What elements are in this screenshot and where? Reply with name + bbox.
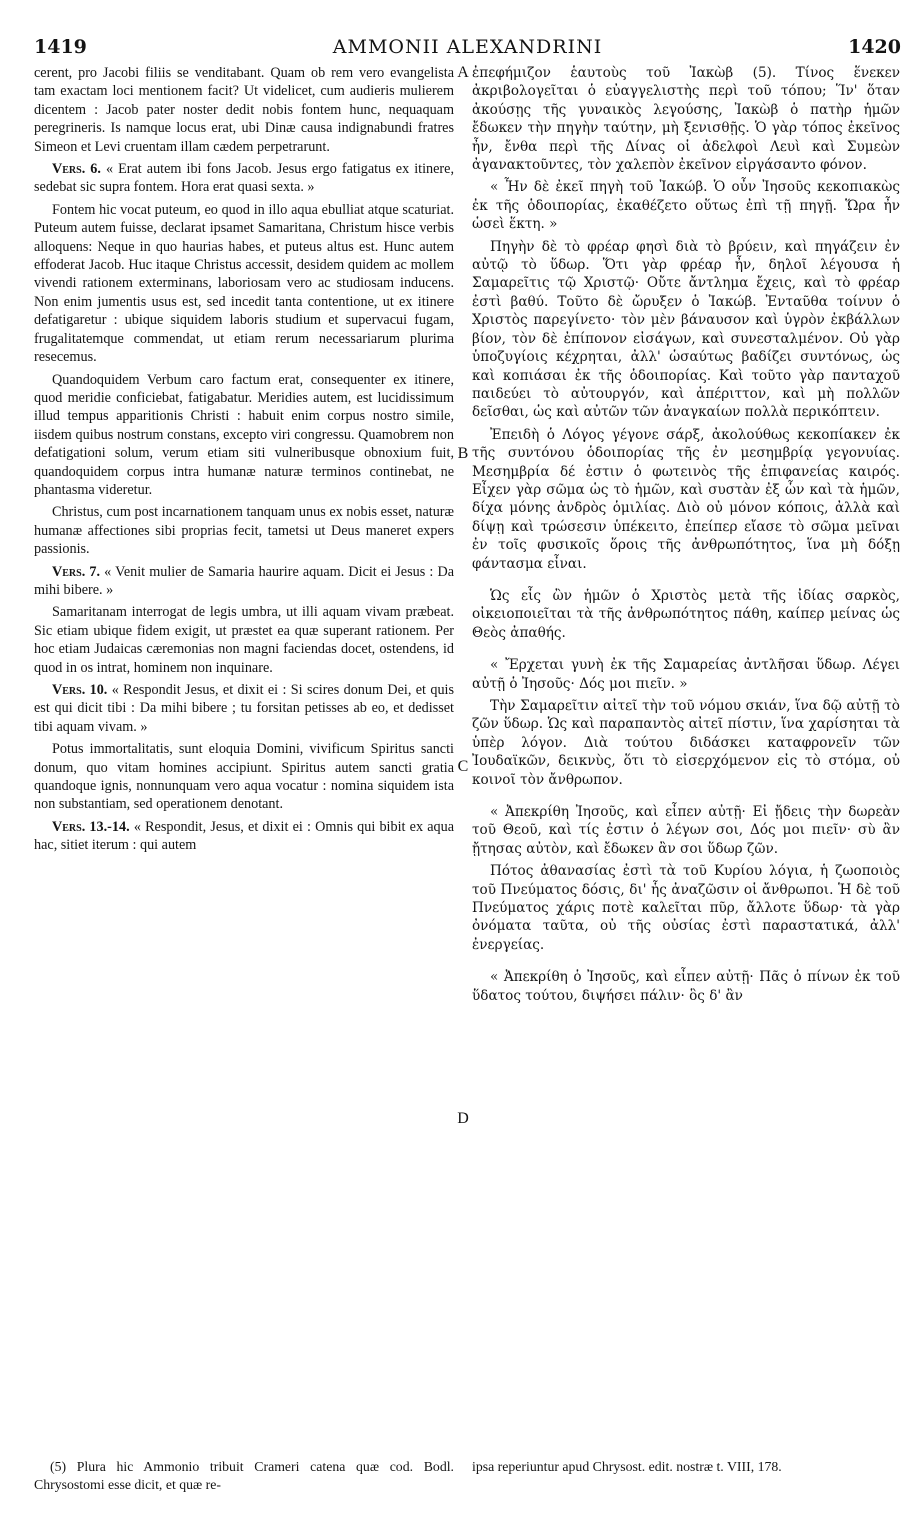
latin-verse	[34, 563, 454, 600]
running-title: AMMONII ALEXANDRINI	[332, 36, 603, 58]
latin-paragraph	[34, 503, 454, 558]
verse-label: Vers. 7.	[52, 563, 101, 580]
greek-verse-quote	[472, 803, 900, 858]
paragraph-text: Fontem hic vocat puteum, eo quod in illo aqua ebulliat atque scaturiat. Puteum autem fuisse, declarat ipsamet Samaritana, Christum hisce verbis alloquens: Neque in quo haurias habes, et puteus altus est. Hunc autem effoderat Jacob. Huc itaque Christus accessit, desidem quidem ac mollem vivendi rationem exterminans, laboriosam vero ac studiosam inducens. Non enim jumentis usus est, sed incedit tanta contentione, ut ex itinere defatigaretur : ubique siquidem laboris studium et supervacui fugam, frugalitatemque commendat, ut etiam rerum necessariarum plurima resecemus.	[34, 201, 454, 366]
greek-paragraph-continued	[472, 64, 900, 174]
paragraph-text: « Ἀπεκρίθη ὁ Ἰησοῦς, καὶ εἶπεν αὐτῇ· Πᾶς ὁ πίνων ἐκ τοῦ ὕδατος τούτου, διψήσει πάλιν· ὃς δ' ἂν	[472, 969, 900, 1004]
verse-label: Vers. 6.	[52, 161, 101, 178]
paragraph-text: Ἐπειδὴ ὁ Λόγος γέγονε σάρξ, ἀκολούθως κεκοπίακεν ἐκ τῆς συντόνου ὁδοιπορίας τῆς ἐν μεσημβρίᾳ γεγονυίας. Μεσημβρία δέ ἐστιν ὁ φωτεινὸς τῆς ἐπιφανείας καιρός. Εἶχεν γὰρ σῶμα ὡς τὸ ἡμῶν, καὶ συστὰν ἐξ ὧν καὶ τὰ ἡμῶν, δίχα μόνης ἀνδρὸς ὁμιλίας. Διὸ οὐ μόνον κόποις, ἀλλὰ καὶ δίψῃ καὶ τρώσεσιν ὑπέκειτο, ἐπείπερ εἴασε τὸ σῶμα μεῖναι ἐν τοῖς φυσικοῖς ὅροις τῆς ἀνθρωπότητος, ἵνα μὴ δόξῃ φάντασμα εἶναι.	[472, 426, 900, 572]
margin-marker-c: C	[457, 758, 469, 775]
paragraph-text: Christus, cum post incarnationem tanquam unus ex nobis esset, naturæ humanæ affectiones sibi proprias fecit, tametsi ut Deus maneret expers passionis.	[34, 504, 454, 558]
page-number-right: 1420	[848, 36, 901, 58]
latin-column	[34, 64, 454, 1450]
paragraph-text: « Ἦν δὲ ἐκεῖ πηγὴ τοῦ Ἰακώβ. Ὁ οὖν Ἰησοῦς κεκοπιακὼς ἐκ τῆς ὁδοιπορίας, ἐκαθέζετο οὕτως ἐπὶ τῇ πηγῇ. Ὥρα ἦν ὡσεὶ ἕκτη. »	[472, 179, 900, 233]
paragraph-text: ἐπεφήμιζον ἑαυτοὺς τοῦ Ἰακὼβ (5). Τίνος ἕνεκεν ἀκριβολογεῖται ὁ εὐαγγελιστὴς περὶ τοῦ τόπου; Ἵν' ὅταν ἀκούσῃς τῆς γυναικὸς λεγούσης, Ἰακὼβ ὁ πατὴρ ἡμῶν ἔδωκεν τὴν πηγὴν ταύτην, μὴ ξενισθῇς. Ὁ γὰρ τόπος ἐκεῖνος ἦν, ἔνθα περὶ τῆς Δίνας οἱ ἀδελφοὶ Λευὶ καὶ Συμεὼν ἀγανακτοῦντες, τὸν χαλεπὸν ἐκεῖνον εἰργάσαντο φόνον.	[472, 65, 900, 174]
footnotes	[34, 1458, 901, 1518]
margin-marker-d: D	[457, 1110, 469, 1127]
latin-verse	[34, 818, 454, 855]
page-number-left: 1419	[34, 36, 87, 58]
page-header	[34, 36, 901, 66]
latin-paragraph	[34, 603, 454, 677]
paragraph-text: Ὡς εἷς ὢν ἡμῶν ὁ Χριστὸς μετὰ τῆς ἰδίας σαρκὸς, οἰκειοποιεῖται τὰ τῆς ἀνθρωπότητος πάθη, καίπερ μείνας ὡς Θεὸς ἀπαθής.	[472, 587, 900, 641]
greek-paragraph	[472, 862, 900, 954]
verse-label: Vers. 10.	[52, 682, 108, 698]
paragraph-text: « Ἔρχεται γυνὴ ἐκ τῆς Σαμαρείας ἀντλῆσαι ὕδωρ. Λέγει αὐτῇ ὁ Ἰησοῦς· Δός μοι πιεῖν. »	[472, 657, 900, 692]
greek-paragraph	[472, 587, 900, 642]
paragraph-text: Samaritanam interrogat de legis umbra, ut illi aquam vivam præbeat. Sic etiam ubique fidem exigit, ut præstet ea quæ superant rationem. Per hoc etiam Judaicas cæremonias non magni faciendas docet, ostendens, id quod in os intrat, hominem non inquinare.	[34, 604, 454, 676]
greek-paragraph	[472, 426, 900, 573]
greek-verse-quote	[472, 968, 900, 1005]
greek-paragraph	[472, 238, 900, 422]
paragraph-text: « Respondit, Jesus, et dixit ei : Omnis qui bibit ex aqua hac, sitiet iterum : qui autem	[34, 818, 454, 854]
paragraph-text: Πότος ἀθανασίας ἐστὶ τὰ τοῦ Κυρίου λόγια, ἡ ζωοποιὸς τοῦ Πνεύματος δόσις, δι' ἧς ἀναζῶσιν οἱ ἄνθρωποι. Ἡ δὲ τοῦ Πνεύματος χάρις ποτὲ καλεῖται πῦρ, ἄλλοτε ὕδωρ· τὰ γὰρ ὀνόματα ταῦτα, οὐ τῆς οὐσίας ἐστὶ παραστατικά, ἀλλ' ἐνεργείας.	[472, 863, 900, 953]
paragraph-text: cerent, pro Jacobi filiis se venditabant. Quam ob rem vero evangelista tam exactam loci mentionem facit? Ut videlicet, cum audieris mulierem dicentem : Jacob pater noster dedit nobis fontem hunc, nequaquam peregrineris. Is namque locus erat, ubi Dinæ causa indignabundi fratres Simeon et Levi cruentam illam cædem perpetrarunt.	[34, 65, 454, 155]
paragraph-text: Quandoquidem Verbum caro factum erat, consequenter ex itinere, quod meridie conficiebat, fatigabatur. Meridies autem, est lucidissimum illud tempus apparitionis Christi : habuit enim corpus nostro simile, iisdem quibus nostrum constans, excepto viri congressu. Quamobrem non defatigationi solum, verum etiam siti vulneribusque obnoxium fuit, quandoquidem corpus intra humanæ naturæ terminos continebat, ne phantasma videretur.	[34, 371, 454, 498]
latin-paragraph-continued	[34, 64, 454, 156]
paragraph-text: « Erat autem ibi fons Jacob. Jesus ergo fatigatus ex itinere, sedebat sic supra fontem. Hora erat quasi sexta. »	[34, 161, 454, 196]
margin-marker-a: A	[457, 64, 469, 81]
verse-label: Vers. 13.-14.	[52, 818, 130, 835]
greek-verse-quote	[472, 178, 900, 233]
paragraph-text: Potus immortalitatis, sunt eloquia Domini, vivificum Spiritus sancti donum, quo vitam homines accipiunt. Spiritus autem sancti gratia quandoque ignis, nonnunquam vero aqua vocatur : nomina siquidem ista non substantiam, sed operationem denotant.	[34, 741, 454, 813]
margin-marker-b: B	[457, 445, 469, 462]
latin-verse	[34, 681, 454, 736]
paragraph-text: « Venit mulier de Samaria haurire aquam. Dicit ei Jesus : Da mihi bibere. »	[34, 563, 454, 598]
paragraph-text: « Respondit Jesus, et dixit ei : Si scires donum Dei, et quis est qui dicit tibi : Da mihi bibere ; tu forsitan petisses ab eo, et dedisset tibi aquam vivam. »	[34, 682, 454, 735]
latin-paragraph	[34, 371, 454, 500]
greek-verse-quote	[472, 656, 900, 693]
greek-column	[472, 64, 900, 1450]
greek-paragraph	[472, 697, 900, 789]
latin-paragraph	[34, 740, 454, 814]
footnote-left: (5) Plura hic Ammonio tribuit Crameri catena quæ cod. Bodl. Chrysostomi esse dicit, et quæ re-	[34, 1459, 454, 1492]
footnote-right: ipsa reperiuntur apud Chrysost. edit. nostræ t. VIII, 178.	[472, 1459, 782, 1474]
latin-verse	[34, 160, 454, 197]
paragraph-text: Τὴν Σαμαρεῖτιν αἰτεῖ τὴν τοῦ νόμου σκιάν, ἵνα δῷ αὐτῇ τὸ ζῶν ὕδωρ. Ὡς καὶ παραπαντὸς αἰτεῖ πίστιν, ἵνα χαρίσηται τὰ ὑπὲρ λόγον. Διὰ τούτου διδάσκει καταφρονεῖν τῶν Ἰουδαϊκῶν, δεικνὺς, ὅτι τὸ εἰσερχόμενον εἰς τὸ στόμα, οὐ κοινοῖ τὸν ἄνθρωπον.	[472, 698, 900, 788]
latin-paragraph	[34, 201, 454, 367]
paragraph-text: « Ἀπεκρίθη Ἰησοῦς, καὶ εἶπεν αὐτῇ· Εἰ ᾔδεις τὴν δωρεὰν τοῦ Θεοῦ, καὶ τίς ἐστιν ὁ λέγων σοι, Δός μοι πιεῖν· σὺ ἂν ᾔτησας αὐτὸν, καὶ ἔδωκεν ἂν σοι ὕδωρ ζῶν.	[472, 804, 900, 857]
paragraph-text: Πηγὴν δὲ τὸ φρέαρ φησὶ διὰ τὸ βρύειν, καὶ πηγάζειν ἐν αὐτῷ τὸ ὕδωρ. Ὅτι γὰρ φρέαρ ἦν, δηλοῖ λέγουσα ἡ Σαμαρεῖτις τῷ Χριστῷ· Οὔτε ἄντλημα ἔχεις, καὶ τὸ φρέαρ ἐστὶ βαθύ. Τοῦτο δὲ ὤρυξεν ὁ Ἰακώβ. Ἐνταῦθα τοίνυν ὁ Χριστὸς παρεγίνετο· τὸν μὲν βάναυσον καὶ ὑγρὸν ἐκβάλλων βίον, τὸν δὲ ἐπίπονον εἰσάγων, καὶ συνεσταλμένον. Οὐ γὰρ ὑποζυγίοις κέχρηται, ἀλλ' ὡσαύτως βαδίζει συντόνως, ὡς καὶ κοπιάσαι ἐκ τῆς ὁδοιπορίας. Καὶ τοῦτο γὰρ πανταχοῦ παιδεύει τὸ αὐτουργόν, καὶ ἀπέριττον, καὶ μὴ πολλῶν δεῖσθαι, ὡς καὶ αὐτῶν τῶν ἀναγκαίων πολλὰ περικόπτειν.	[472, 238, 900, 421]
